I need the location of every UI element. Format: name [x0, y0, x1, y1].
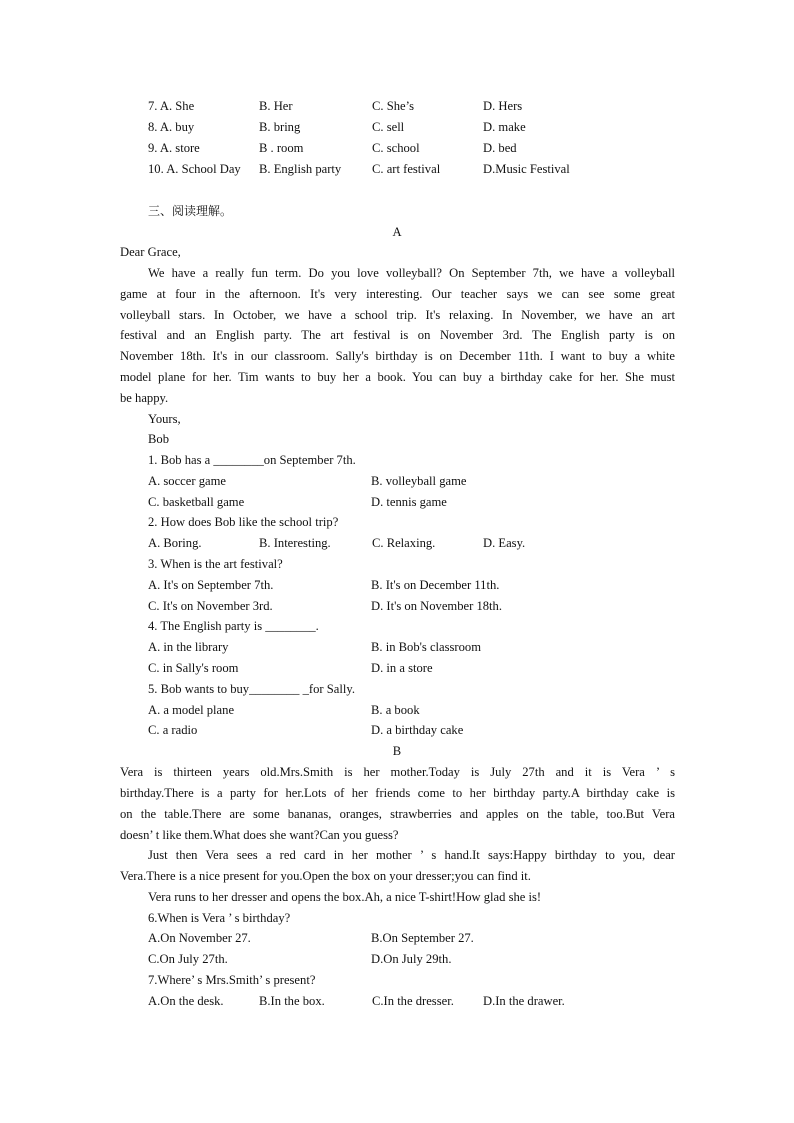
answer-option: D. Easy.	[483, 536, 526, 550]
question-stem: 2. How does Bob like the school trip?	[148, 515, 339, 529]
answer-option: A.On November 27.	[148, 931, 251, 945]
passage-a-line: We have a really fun term. Do you love volleyball? On September 7th, we have a volleyball	[148, 266, 675, 280]
answer-option: A. a model plane	[148, 703, 235, 717]
answer-option: D. in a store	[371, 661, 433, 675]
letter-closing: Yours,	[148, 412, 181, 426]
answer-option: A. It's on September 7th.	[148, 578, 274, 592]
answer-option: C. Relaxing.	[372, 536, 436, 550]
answer-option: D.On July 29th.	[371, 952, 452, 966]
answer-option: B. It's on December 11th.	[371, 578, 500, 592]
option-a: 10. A. School Day	[148, 162, 241, 176]
answer-option: A. Boring.	[148, 536, 202, 550]
option-c: C. sell	[372, 120, 405, 134]
answer-option: D.In the drawer.	[483, 994, 565, 1008]
passage-a-line: volleyball stars. In October, we have a school trip. It's relaxing. In November, we have an art	[120, 308, 675, 322]
answer-option: B. in Bob's classroom	[371, 640, 482, 654]
option-d: D. make	[483, 120, 526, 134]
passage-b-line: on the table.There are some bananas, oranges, strawberries and apples on the table, too.But Vera	[120, 807, 675, 821]
option-b: B. English party	[259, 162, 342, 176]
answer-option: B.In the box.	[259, 994, 325, 1008]
answer-option: C.On July 27th.	[148, 952, 228, 966]
option-c: C. She’s	[372, 99, 414, 113]
option-a: 8. A. buy	[148, 120, 195, 134]
letter-signature: Bob	[148, 432, 169, 446]
answer-option: A. soccer game	[148, 474, 226, 488]
passage-a-line: game at four in the afternoon. It's very interesting. Our teacher says we can see some great	[120, 287, 675, 301]
passage-a-label: A	[392, 225, 402, 239]
passage-b-line: doesn’ t like them.What does she want?Can you guess?	[120, 828, 399, 842]
question-stem: 6.When is Vera ’ s birthday?	[148, 911, 291, 925]
passage-b-line: Just then Vera sees a red card in her mother ’ s hand.It says:Happy birthday to you, dear	[148, 848, 675, 862]
question-stem: 5. Bob wants to buy________ _for Sally.	[148, 682, 355, 696]
section-heading: 三、阅读理解。	[148, 204, 233, 218]
answer-option: A. in the library	[148, 640, 229, 654]
passage-b-line: Vera is thirteen years old.Mrs.Smith is her mother.Today is July 27th and it is Vera ’ s	[120, 765, 675, 779]
passage-a-line: festival and an English party. The art festival is on November 3rd. The English party is on	[120, 328, 675, 342]
answer-option: B. volleyball game	[371, 474, 467, 488]
answer-option: B.On September 27.	[371, 931, 474, 945]
answer-option: C.In the dresser.	[372, 994, 454, 1008]
answer-option: D. It's on November 18th.	[371, 599, 502, 613]
answer-option: C. basketball game	[148, 495, 245, 509]
answer-option: B. a book	[371, 703, 420, 717]
question-stem: 7.Where’ s Mrs.Smith’ s present?	[148, 973, 316, 987]
passage-a-line: November 18th. It's in our classroom. Sally's birthday is on December 11th. I want to buy a white	[120, 349, 675, 363]
passage-b-line: Vera.There is a nice present for you.Open the box on your dresser;you can find it.	[120, 869, 531, 883]
option-d: D.Music Festival	[483, 162, 570, 176]
passage-b-label: B	[392, 744, 402, 758]
answer-option: C. a radio	[148, 723, 198, 737]
passage-b-line: Vera runs to her dresser and opens the box.Ah, a nice T-shirt!How glad she is!	[148, 890, 542, 904]
option-d: D. Hers	[483, 99, 523, 113]
letter-greeting: Dear Grace,	[120, 245, 181, 259]
answer-option: B. Interesting.	[259, 536, 331, 550]
passage-a-line: be happy.	[120, 391, 169, 405]
option-c: C. art festival	[372, 162, 441, 176]
option-d: D. bed	[483, 141, 517, 155]
passage-a-line: model plane for her. Tim wants to buy her a book. You can buy a birthday cake for her. She must	[120, 370, 675, 384]
option-b: B. bring	[259, 120, 301, 134]
option-b: B. Her	[259, 99, 293, 113]
answer-option: D. a birthday cake	[371, 723, 464, 737]
option-c: C. school	[372, 141, 420, 155]
question-stem: 1. Bob has a ________on September 7th.	[148, 453, 356, 467]
option-a: 9. A. store	[148, 141, 200, 155]
answer-option: C. It's on November 3rd.	[148, 599, 273, 613]
answer-option: C. in Sally's room	[148, 661, 239, 675]
answer-option: D. tennis game	[371, 495, 447, 509]
option-a: 7. A. She	[148, 99, 195, 113]
question-stem: 4. The English party is ________.	[148, 619, 319, 633]
option-b: B . room	[259, 141, 304, 155]
answer-option: A.On the desk.	[148, 994, 224, 1008]
question-stem: 3. When is the art festival?	[148, 557, 283, 571]
passage-b-line: birthday.There is a party for her.Lots of her friends come to her birthday party.A birthday cake is	[120, 786, 675, 800]
